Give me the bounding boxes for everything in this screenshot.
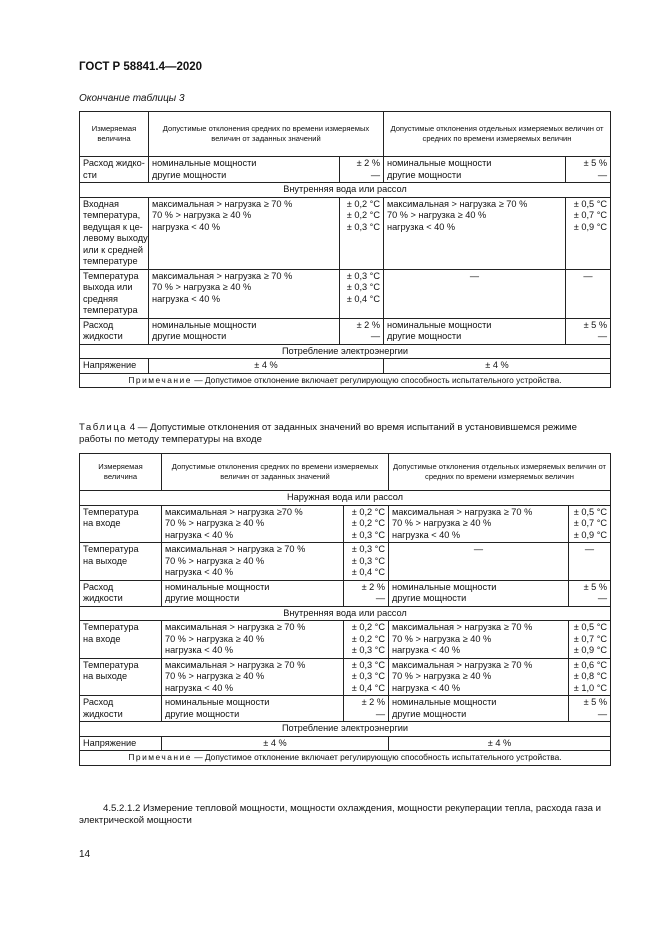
individual-condition-cell-line: максимальная > нагрузка ≥ 70 % xyxy=(392,506,533,517)
individual-condition-cell-line: 70 % > нагрузка ≥ 40 % xyxy=(392,518,492,528)
measured-value-cell-line: ведущая к це- xyxy=(83,221,143,232)
measured-value-cell-line: или к средней xyxy=(83,244,144,255)
table-row xyxy=(80,157,611,183)
table-row xyxy=(80,696,611,722)
average-tolerance-cell-line: ± 0,3 °C xyxy=(346,221,380,232)
average-condition-cell-line: максимальная > нагрузка ≥ 70 % xyxy=(165,659,306,670)
average-condition-cell-line: нагрузка < 40 % xyxy=(152,221,221,232)
table-header-row xyxy=(80,454,611,491)
average-tolerance-cell-line: ± 2 % xyxy=(361,581,385,592)
individual-condition-cell xyxy=(389,505,569,543)
individual-tolerance-cell-line: — xyxy=(597,593,608,603)
individual-condition-cell-line: нагрузка < 40 % xyxy=(392,682,461,693)
average-condition-cell-line: номинальные мощности xyxy=(165,581,270,592)
measured-value-cell-line: Температура xyxy=(83,544,139,554)
section-paragraph: 4.5.2.1.2 Измерение тепловой мощности, мощности охлаждения, мощности рекуперации тепла, расхода газа и электрической мощности xyxy=(79,803,602,826)
header-average-deviation: Допустимые отклонения средних по времени измеряемых величин от заданных значений xyxy=(162,454,389,491)
average-tolerance-cell-line: ± 0,3 °C xyxy=(351,529,385,540)
measured-value-cell-line: Расход xyxy=(83,697,114,707)
individual-tolerance-cell xyxy=(569,543,611,581)
measured-value-cell-line: на входе xyxy=(83,518,121,528)
section-row xyxy=(80,491,611,506)
measured-value-cell-line: средняя xyxy=(83,293,118,304)
average-tolerance-cell-line: ± 0,4 °C xyxy=(346,293,380,304)
individual-condition-cell-line: номинальные мощности xyxy=(387,158,492,168)
measured-value-cell-line: на входе xyxy=(83,633,121,644)
average-condition-cell-line: нагрузка < 40 % xyxy=(165,682,234,693)
average-tolerance-cell-line: — xyxy=(375,593,385,603)
header-individual-deviation: Допустимые отклонения отдельных измеряемых величин от средних по времени измеряемых величин xyxy=(384,112,611,157)
table3-body xyxy=(80,157,611,388)
individual-tolerance-cell-line: — xyxy=(584,544,595,554)
measured-value-cell xyxy=(80,543,162,581)
measured-value-cell-line: Расход xyxy=(83,319,114,330)
table-row xyxy=(80,621,611,659)
average-tolerance-cell-line: ± 0,2 °C xyxy=(346,198,380,209)
measured-value-cell xyxy=(80,157,149,183)
individual-tolerance-cell-line: ± 1,0 °C xyxy=(573,682,608,693)
individual-condition-cell xyxy=(389,543,569,581)
individual-condition-cell-line: максимальная > нагрузка ≥ 70 % xyxy=(387,198,528,209)
header-average-deviation: Допустимые отклонения средних по времени измеряемых величин от заданных значений xyxy=(149,112,384,157)
header-individual-deviation: Допустимые отклонения отдельных измеряемых величин от средних по времени измеряемых величин xyxy=(389,454,611,491)
section-heading: Потребление электроэнергии xyxy=(80,722,611,737)
average-tolerance-cell xyxy=(344,658,389,696)
note-text: — Допустимое отклонение включает регулирующую способность испытательного устройства. xyxy=(191,752,562,762)
average-tolerance-cell-line: ± 0,2 °C xyxy=(351,633,385,644)
table-note xyxy=(80,751,611,766)
individual-condition-cell-line: номинальные мощности xyxy=(392,697,497,707)
average-tolerance-cell-line: ± 0,3 °C xyxy=(346,282,380,292)
individual-condition-cell xyxy=(389,658,569,696)
individual-condition-cell xyxy=(384,318,566,344)
average-condition-cell-line: другие мощности xyxy=(152,331,227,341)
measured-value-cell-line: левому выходу xyxy=(83,233,148,243)
individual-tolerance-cell-line: — xyxy=(597,169,608,180)
table4-caption-label: Таблица xyxy=(79,422,128,433)
measured-value-cell-line: Входная xyxy=(83,198,119,209)
individual-condition-cell xyxy=(389,580,569,606)
average-condition-cell xyxy=(162,580,344,606)
average-condition-cell-line: максимальная > нагрузка ≥ 70 % xyxy=(165,544,306,554)
section-heading: Внутренняя вода или рассол xyxy=(80,606,611,621)
measured-value-cell-line: жидкости xyxy=(83,331,123,341)
note-row xyxy=(80,751,611,766)
average-tolerance-cell-line: ± 0,3 °C xyxy=(351,645,385,655)
measured-value-cell-line: Расход xyxy=(83,581,114,592)
table-row xyxy=(80,197,611,269)
average-condition-cell xyxy=(162,621,344,659)
individual-tolerance-cell-line: ± 0,7 °C xyxy=(573,518,608,528)
table-row xyxy=(80,658,611,696)
average-condition-cell-line: номинальные мощности xyxy=(165,697,270,707)
measured-value-cell-line: Температура xyxy=(83,659,139,670)
individual-tolerance-cell-line: — xyxy=(597,331,608,341)
average-tolerance-cell-line: ± 0,4 °C xyxy=(351,567,385,577)
measured-value-cell xyxy=(80,197,149,269)
average-tolerance-cell-line: ± 0,2 °C xyxy=(351,518,385,528)
table-4 xyxy=(79,453,611,766)
section-row xyxy=(80,722,611,737)
table-row xyxy=(80,318,611,344)
average-condition-cell-line: 70 % > нагрузка ≥ 40 % xyxy=(165,671,265,681)
section-row xyxy=(80,183,611,198)
table-row xyxy=(80,359,611,374)
average-condition-cell-line: максимальная > нагрузка ≥ 70 % xyxy=(152,270,293,281)
average-tolerance-cell-line: ± 2 % xyxy=(361,697,385,707)
average-tolerance-cell xyxy=(340,318,384,344)
section-heading: Наружная вода или рассол xyxy=(80,491,611,506)
page-number: 14 xyxy=(79,849,91,860)
measured-value-cell-line: температура xyxy=(83,305,138,315)
average-condition-cell-line: нагрузка < 40 % xyxy=(165,529,234,540)
individual-condition-cell-line: максимальная > нагрузка ≥ 70 % xyxy=(392,622,533,632)
individual-tolerance-cell xyxy=(566,157,611,183)
individual-tolerance-cell-line: — xyxy=(597,708,608,719)
average-condition-cell-line: нагрузка < 40 % xyxy=(165,567,234,577)
individual-tolerance-cell xyxy=(569,696,611,722)
average-tolerance-cell-line: — xyxy=(375,708,385,719)
average-tolerance-cell-line: ± 0,3 °C xyxy=(351,555,385,566)
note-text: — Допустимое отклонение включает регулирующую способность испытательного устройства. xyxy=(191,374,562,385)
individual-tolerance-cell-line: ± 5 % xyxy=(583,319,608,330)
individual-tolerance-cell-line: ± 5 % xyxy=(583,581,608,592)
individual-condition-cell-line: нагрузка < 40 % xyxy=(392,529,461,540)
average-condition-cell xyxy=(149,269,340,318)
measured-value-cell-line: выхода или xyxy=(83,282,133,292)
individual-tolerance-cell-line: ± 0,9 °C xyxy=(573,529,608,540)
average-condition-cell xyxy=(162,505,344,543)
note-label: Примечание xyxy=(128,752,192,762)
average-condition-cell-line: 70 % > нагрузка ≥ 40 % xyxy=(165,518,265,528)
individual-tolerance-cell xyxy=(569,658,611,696)
average-condition-cell-line: максимальная > нагрузка ≥ 70 % xyxy=(165,622,306,632)
average-condition-cell xyxy=(149,318,340,344)
measured-value-cell-line: Температура xyxy=(83,622,139,632)
table-row xyxy=(80,543,611,581)
individual-tolerance-cell xyxy=(569,621,611,659)
individual-condition-cell-line: номинальные мощности xyxy=(387,319,492,330)
average-condition-cell-line: другие мощности xyxy=(165,593,240,603)
average-tolerance-cell xyxy=(340,269,384,318)
individual-condition-cell-line: нагрузка < 40 % xyxy=(392,645,461,655)
table-header-row xyxy=(80,112,611,157)
average-tolerance-cell xyxy=(344,580,389,606)
average-condition-cell-line: 70 % > нагрузка ≥ 40 % xyxy=(152,210,252,220)
average-deviation-cell: ± 4 % xyxy=(149,359,384,374)
individual-tolerance-cell-line: ± 0,5 °C xyxy=(573,622,608,632)
average-tolerance-cell xyxy=(344,696,389,722)
individual-tolerance-cell-line: ± 0,5 °C xyxy=(573,198,608,209)
average-tolerance-cell xyxy=(344,621,389,659)
individual-tolerance-cell-line: ± 0,6 °C xyxy=(573,659,608,670)
measured-value-cell-line: жидкости xyxy=(83,708,123,719)
measured-value-cell xyxy=(80,658,162,696)
individual-condition-cell xyxy=(384,157,566,183)
average-condition-cell-line: 70 % > нагрузка ≥ 40 % xyxy=(165,555,265,566)
individual-condition-cell-line: максимальная > нагрузка ≥ 70 % xyxy=(392,659,533,670)
average-tolerance-cell-line: ± 2 % xyxy=(356,158,380,168)
individual-condition-cell-line: другие мощности xyxy=(392,593,467,603)
section-row xyxy=(80,344,611,359)
individual-deviation-cell: ± 4 % xyxy=(389,736,611,751)
measured-value-cell: Напряжение xyxy=(80,359,149,374)
measured-value-cell xyxy=(80,505,162,543)
average-condition-cell-line: 70 % > нагрузка ≥ 40 % xyxy=(165,633,265,644)
average-condition-cell xyxy=(162,696,344,722)
individual-tolerance-cell xyxy=(566,318,611,344)
average-tolerance-cell-line: — xyxy=(370,169,380,180)
measured-value-cell-line: температуре xyxy=(83,256,138,266)
measured-value-cell-line: Температура xyxy=(83,270,139,281)
individual-condition-cell xyxy=(389,696,569,722)
individual-condition-cell-line: 70 % > нагрузка ≥ 40 % xyxy=(387,210,487,220)
average-deviation-cell: ± 4 % xyxy=(162,736,389,751)
average-tolerance-cell-line: ± 0,2 °C xyxy=(346,210,380,220)
measured-value-cell xyxy=(80,269,149,318)
measured-value-cell xyxy=(80,621,162,659)
measured-value-cell-line: Расход жидко- xyxy=(83,158,145,168)
individual-deviation-cell: ± 4 % xyxy=(384,359,611,374)
note-row xyxy=(80,373,611,388)
individual-condition-cell-line: другие мощности xyxy=(387,331,462,341)
individual-tolerance-cell-line: ± 5 % xyxy=(583,158,608,168)
average-condition-cell-line: 70 % > нагрузка ≥ 40 % xyxy=(152,282,252,292)
individual-condition-cell xyxy=(384,269,566,318)
individual-tolerance-cell-line: ± 0,7 °C xyxy=(573,210,608,220)
table4-body xyxy=(80,491,611,766)
individual-condition-cell-line: — xyxy=(473,544,484,554)
average-tolerance-cell xyxy=(344,505,389,543)
average-tolerance-cell xyxy=(344,543,389,581)
individual-tolerance-cell-line: ± 5 % xyxy=(583,697,608,707)
individual-condition-cell-line: другие мощности xyxy=(392,708,467,719)
section-heading: Потребление электроэнергии xyxy=(80,344,611,359)
section-row xyxy=(80,606,611,621)
average-tolerance-cell-line: ± 0,3 °C xyxy=(346,270,380,281)
individual-tolerance-cell xyxy=(569,580,611,606)
individual-condition-cell-line: 70 % > нагрузка ≥ 40 % xyxy=(392,671,492,681)
average-condition-cell xyxy=(149,157,340,183)
average-tolerance-cell-line: ± 0,3 °C xyxy=(351,544,385,554)
average-tolerance-cell-line: ± 2 % xyxy=(356,319,380,330)
section-heading: Внутренняя вода или рассол xyxy=(80,183,611,198)
individual-tolerance-cell-line: ± 0,8 °C xyxy=(573,671,608,681)
average-condition-cell xyxy=(149,197,340,269)
average-condition-cell xyxy=(162,658,344,696)
average-condition-cell-line: другие мощности xyxy=(165,708,240,719)
table-row xyxy=(80,580,611,606)
individual-condition-cell-line: нагрузка < 40 % xyxy=(387,221,456,232)
individual-tolerance-cell-line: ± 0,5 °C xyxy=(573,506,608,517)
table-note xyxy=(80,373,611,388)
individual-condition-cell xyxy=(389,621,569,659)
measured-value-cell-line: на выходе xyxy=(83,671,128,681)
average-condition-cell-line: нагрузка < 40 % xyxy=(152,293,221,304)
measured-value-cell: Напряжение xyxy=(80,736,162,751)
individual-tolerance-cell-line: ± 0,7 °C xyxy=(573,633,608,644)
individual-tolerance-cell-line: ± 0,9 °C xyxy=(573,221,608,232)
table-row xyxy=(80,736,611,751)
measured-value-cell-line: сти xyxy=(83,169,97,180)
note-label: Примечание xyxy=(128,374,192,385)
average-tolerance-cell xyxy=(340,157,384,183)
average-tolerance-cell-line: ± 0,2 °C xyxy=(351,622,385,632)
individual-condition-cell-line: 70 % > нагрузка ≥ 40 % xyxy=(392,633,492,644)
individual-condition-cell-line: другие мощности xyxy=(387,169,462,180)
individual-condition-cell-line: номинальные мощности xyxy=(392,581,497,592)
average-condition-cell-line: максимальная > нагрузка ≥70 % xyxy=(165,506,303,517)
table3-caption: Окончание таблицы 3 xyxy=(79,93,185,104)
table-3 xyxy=(79,111,611,388)
table4-caption-text: 4 — Допустимые отклонения от заданных значений во время испытаний в установившемся режиме работы по методу температуры на входе xyxy=(79,422,577,445)
average-tolerance-cell-line: ± 0,2 °C xyxy=(351,506,385,517)
individual-tolerance-cell xyxy=(569,505,611,543)
average-condition-cell-line: номинальные мощности xyxy=(152,158,257,168)
measured-value-cell-line: на выходе xyxy=(83,555,128,566)
individual-tolerance-cell-line: — xyxy=(583,270,593,281)
individual-tolerance-cell-line: ± 0,9 °C xyxy=(573,645,608,655)
measured-value-cell-line: Температура xyxy=(83,506,139,517)
individual-condition-cell-line: — xyxy=(469,270,480,281)
average-condition-cell-line: другие мощности xyxy=(152,169,227,180)
individual-tolerance-cell xyxy=(566,197,611,269)
individual-tolerance-cell xyxy=(566,269,611,318)
average-tolerance-cell-line: — xyxy=(370,331,380,341)
average-tolerance-cell-line: ± 0,3 °C xyxy=(351,671,385,681)
average-tolerance-cell-line: ± 0,3 °C xyxy=(351,659,385,670)
average-condition-cell-line: номинальные мощности xyxy=(152,319,257,330)
measured-value-cell xyxy=(80,696,162,722)
average-condition-cell-line: максимальная > нагрузка ≥ 70 % xyxy=(152,198,293,209)
average-condition-cell xyxy=(162,543,344,581)
header-measured-value: Измеряемая величина xyxy=(80,112,149,157)
individual-condition-cell xyxy=(384,197,566,269)
average-tolerance-cell xyxy=(340,197,384,269)
table4-caption xyxy=(79,422,611,446)
document-code: ГОСТ Р 58841.4—2020 xyxy=(79,61,203,73)
measured-value-cell xyxy=(80,580,162,606)
measured-value-cell-line: температура, xyxy=(83,210,141,220)
header-measured-value: Измеряемая величина xyxy=(80,454,162,491)
table-row xyxy=(80,505,611,543)
average-condition-cell-line: нагрузка < 40 % xyxy=(165,645,234,655)
table-row xyxy=(80,269,611,318)
measured-value-cell xyxy=(80,318,149,344)
measured-value-cell-line: жидкости xyxy=(83,593,123,603)
average-tolerance-cell-line: ± 0,4 °C xyxy=(351,682,385,693)
